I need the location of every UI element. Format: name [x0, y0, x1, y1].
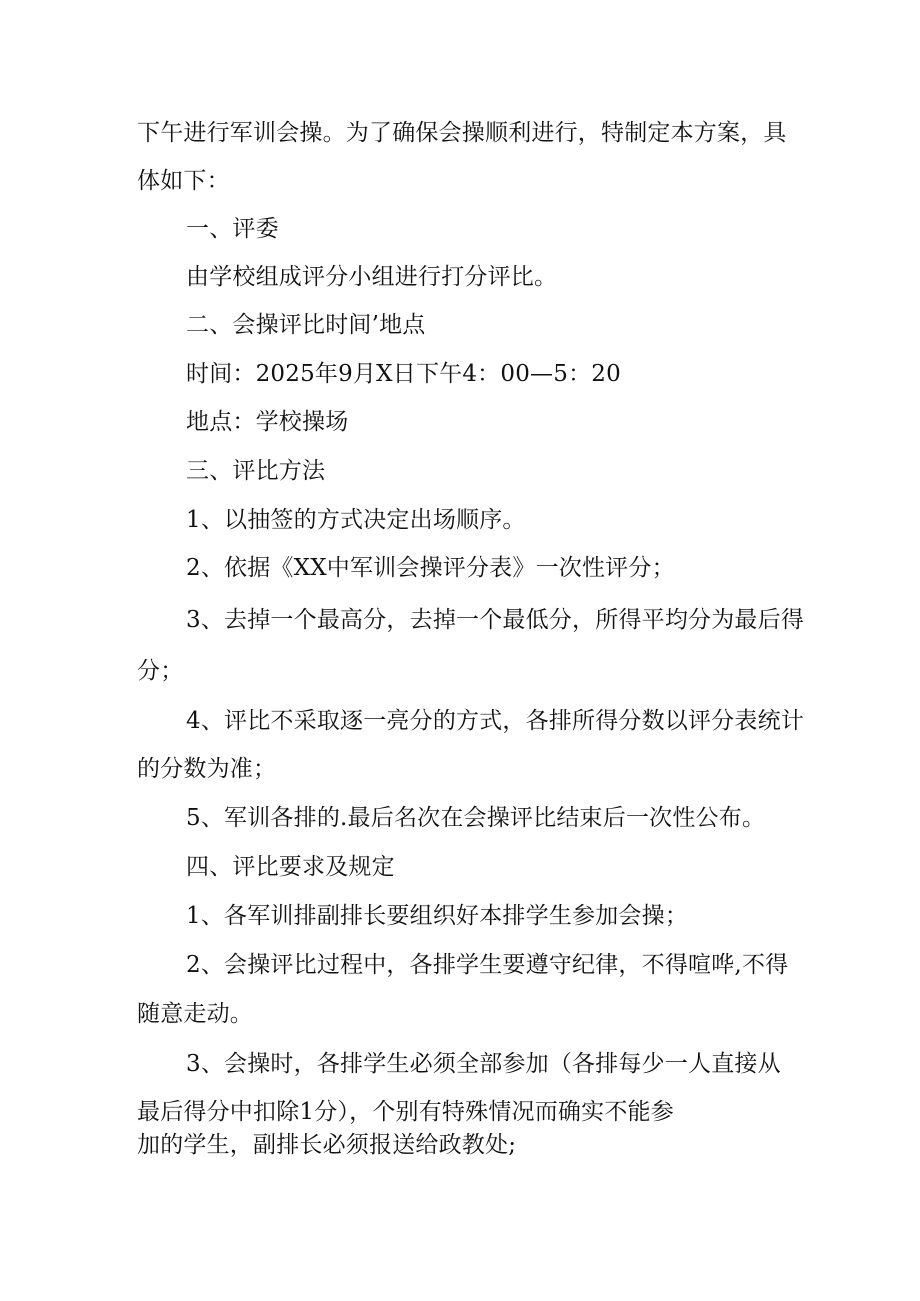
paragraph-intro-line-2: 体如下： [137, 168, 230, 194]
requirement-item-3-line-1: 3、会操时，各排学生必须全部参加（各排每少一人直接从 [186, 1051, 781, 1077]
requirement-item-3-line-3: 加的学生，副排长必须报送给政教处; [137, 1132, 517, 1158]
method-item-4-line-1: 4、评比不采取逐一亮分的方式，各排所得分数以评分表统计 [186, 708, 805, 734]
section-heading-time-place: 二、会操评比时间’地点 [186, 312, 426, 338]
method-item-3-line-1: 3、去掉一个最高分，去掉一个最低分，所得平均分为最后得 [186, 607, 805, 633]
time-line: 时间：2025年9月X日下午4：00—5：20 [186, 361, 621, 387]
place-line: 地点：学校操场 [186, 409, 349, 435]
requirement-item-2-line-1: 2、会操评比过程中，各排学生要遵守纪律，不得喧哗,不得 [186, 952, 789, 978]
method-item-3-line-2: 分； [137, 658, 184, 684]
section-heading-requirements: 四、评比要求及规定 [186, 854, 395, 880]
paragraph-intro-line-1: 下午进行军训会操。为了确保会操顺利进行，特制定本方案，具 [137, 120, 787, 146]
method-item-1: 1、以抽签的方式决定出场顺序。 [186, 507, 526, 533]
requirement-item-3-line-2: 最后得分中扣除1分），个别有特殊情况而确实不能参 [137, 1099, 674, 1125]
requirement-item-1: 1、各军训排副排长要组织好本排学生参加会操； [186, 903, 689, 929]
section-heading-judges: 一、评委 [186, 216, 279, 242]
method-item-2: 2、依据《XX中军训会操评分表》一次性评分； [186, 555, 675, 581]
method-item-5: 5、军训各排的.最后名次在会操评比结束后一次性公布。 [186, 805, 766, 831]
method-item-4-line-2: 的分数为准； [137, 756, 277, 782]
judges-paragraph: 由学校组成评分小组进行打分评比。 [186, 264, 558, 290]
section-heading-method: 三、评比方法 [186, 458, 326, 484]
requirement-item-2-line-2: 随意走动。 [137, 1001, 253, 1027]
